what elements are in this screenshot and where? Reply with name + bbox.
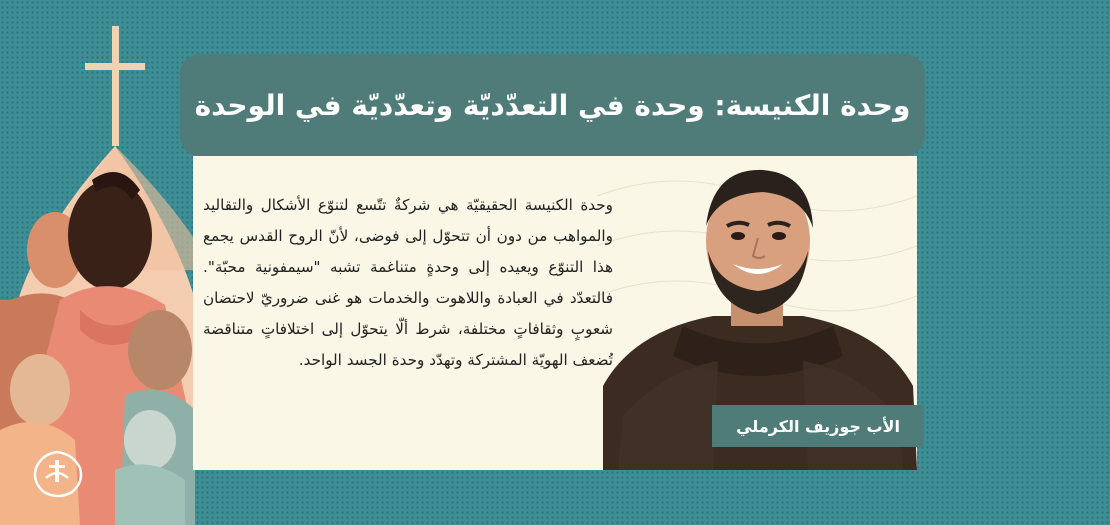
author-name: الأب جوزيف الكرملي: [736, 416, 900, 436]
cross-icon: [85, 26, 145, 146]
article-body: وحدة الكنيسة الحقيقيّة هي شركةٌ تتّسع لتنوّع الأشكال والتقاليد والمواهب من دون أن تتحوّل إلى فوضى، لأنّ الروح القدس يجمع هذا التنوّع ويعيده إلى وحدةٍ متناغمة تشبه "سيمفونية محبّة". فالتعدّد في العبادة واللاهوت والخدمات هو غنى ضروريّ لاحتضان شعوبٍ وثقافاتٍ مختلفة، شرط ألّا يتحوّل إلى اختلافاتٍ متناقضة تُضعف الهويّة المشتركة وتهدّد وحدة الجسد الواحد.: [203, 196, 613, 369]
emblem-logo: [28, 448, 86, 500]
title-banner: [180, 54, 925, 156]
author-name-tag: [712, 405, 924, 447]
page-title: وحدة الكنيسة: وحدة في التعدّديّة وتعدّديّة في الوحدة: [194, 88, 911, 122]
